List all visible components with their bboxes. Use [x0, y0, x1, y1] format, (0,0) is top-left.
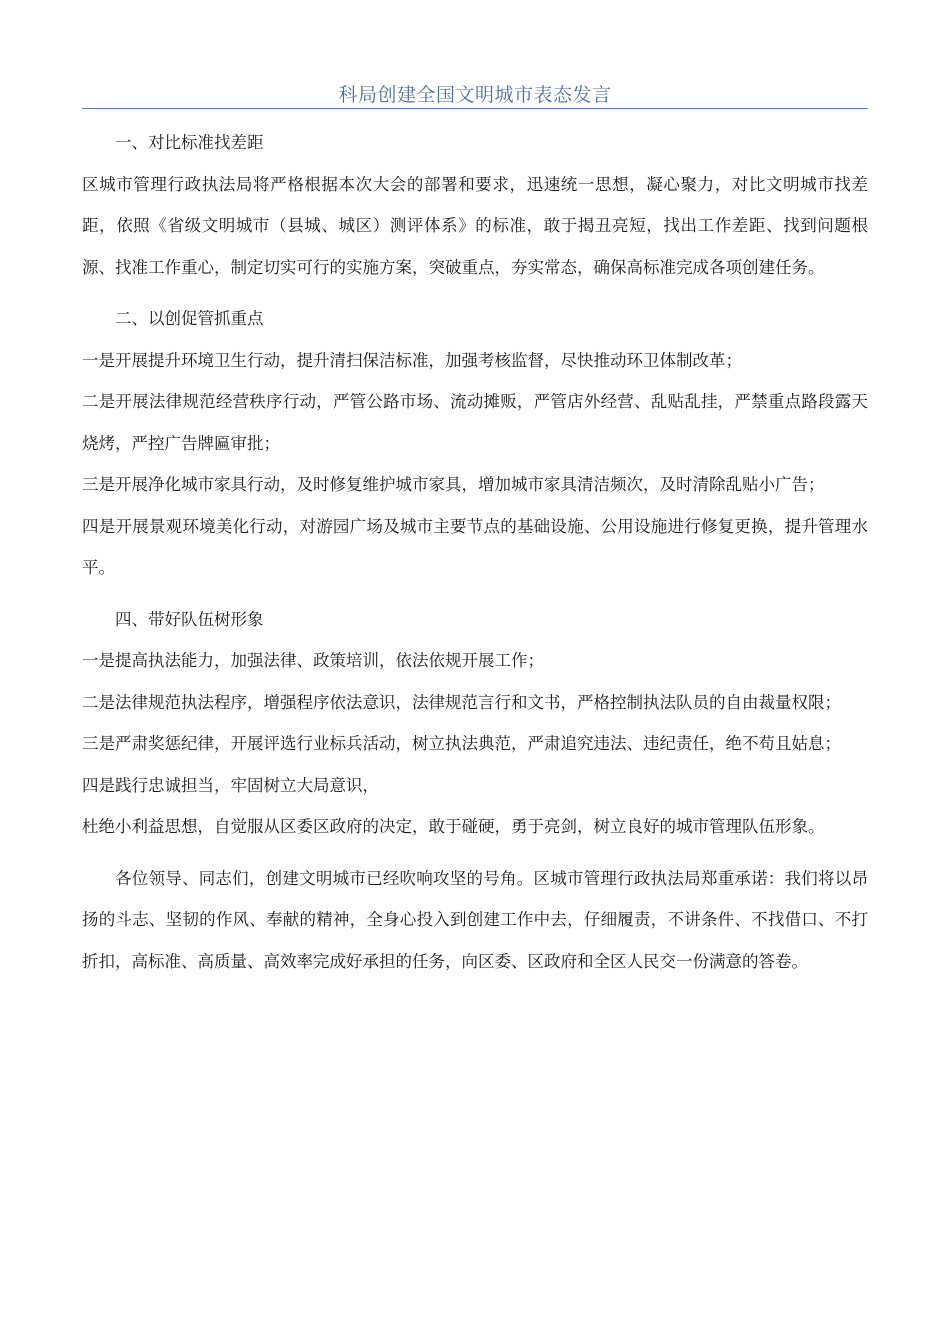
section-2-item-4: 四是开展景观环境美化行动，对游园广场及城市主要节点的基础设施、公用设施进行修复更换，提升管理水平。: [82, 516, 868, 577]
section-2-item-3: 三是开展净化城市家具行动，及时修复维护城市家具，增加城市家具清洁频次，及时清除乱贴小广告；: [82, 475, 825, 494]
section-4-item-2: 二是法律规范执法程序，增强程序依法意识，法律规范言行和文书，严格控制执法队员的自由裁量权限；: [82, 692, 841, 712]
section-gap: [82, 589, 868, 599]
title-divider: [82, 108, 868, 109]
section-gap: [82, 288, 868, 298]
closing-paragraph: 各位领导、同志们，创建文明城市已经吹响攻坚的号角。区城市管理行政执法局郑重承诺：我们将以昂扬的斗志、坚韧的作风、奉献的精神，全身心投入到创建工作中去，仔细履责，不讲条件、不找借口、不打折扣，高标准、高质量、高效率完成好承担的任务，向区委、区政府和全区人民交一份满意的答卷。: [82, 868, 868, 971]
section-4-item-1: 一是提高执法能力，加强法律、政策培训，依法依规开展工作；: [82, 651, 544, 670]
section-4-item-5: 杜绝小利益思想，自觉服从区委区政府的决定，敢于碰硬，勇于亮剑，树立良好的城市管理队伍形象。: [82, 817, 825, 836]
section-1-paragraph: 区城市管理行政执法局将严格根据本次大会的部署和要求，迅速统一思想，凝心聚力，对比文明城市找差距，依照《省级文明城市（县城、城区）测评体系》的标准，敢于揭丑亮短，找出工作差距、找到问题根源、找准工作重心，制定切实可行的实施方案，突破重点，夯实常态，确保高标准完成各项创建任务。: [82, 174, 868, 277]
section-heading-1: 一、对比标准找差距: [115, 133, 264, 152]
section-4-item-3: 三是严肃奖惩纪律，开展评选行业标兵活动，树立执法典范，严肃追究违法、违纪责任，绝不苟且姑息；: [82, 734, 841, 753]
section-gap: [82, 848, 868, 858]
section-2-item-2: 二是开展法律规范经营秩序行动，严管公路市场、流动摊贩，严管店外经营、乱贴乱挂，严禁重点路段露天烧烤，严控广告牌匾审批；: [82, 392, 868, 453]
document-body: [82, 122, 868, 982]
document-title: 科局创建全国文明城市表态发言: [338, 84, 612, 106]
section-4-item-4: 四是践行忠诚担当，牢固树立大局意识，: [82, 775, 379, 795]
section-heading-2: 二、以创促管抓重点: [115, 309, 264, 328]
section-2-item-1: 一是开展提升环境卫生行动，提升清扫保洁标准，加强考核监督，尽快推动环卫体制改革；: [82, 350, 742, 370]
section-heading-4: 四、带好队伍树形象: [115, 609, 264, 629]
